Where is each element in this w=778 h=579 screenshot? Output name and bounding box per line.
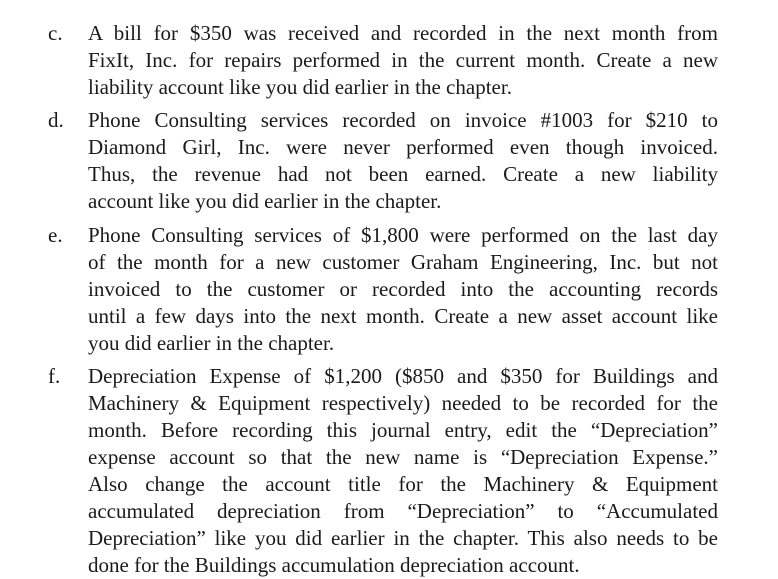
item-letter: f.: [48, 364, 61, 388]
text-line: Diamond Girl, Inc. were never performed even though invoiced.: [88, 135, 718, 159]
text-line: you did earlier in the chapter.: [88, 331, 335, 355]
text-line: account like you did earlier in the chapter.: [88, 189, 442, 213]
text-line: Phone Consulting services of $1,800 were performed on the last day: [88, 223, 718, 247]
text-line: month. Before recording this journal entry, edit the “Depreciation”: [88, 418, 718, 442]
text-line: liability account like you did earlier in the chapter.: [88, 75, 512, 99]
item-letter: c.: [48, 21, 63, 45]
text-line: A bill for $350 was received and recorded in the next month from: [88, 21, 718, 45]
item-text: [88, 363, 718, 579]
text-line: until a few days into the next month. Create a new asset account like: [88, 304, 718, 328]
text-line: invoiced to the customer or recorded into the accounting records: [88, 277, 718, 301]
item-letter: d.: [48, 108, 64, 132]
item-letter: e.: [48, 223, 63, 247]
text-line: Depreciation Expense of $1,200 ($850 and $350 for Buildings and: [88, 364, 718, 388]
text-line: Depreciation” like you did earlier in the chapter. This also needs to be: [88, 526, 718, 550]
item-text: [88, 107, 718, 215]
text-line: Also change the account title for the Machinery & Equipment: [88, 472, 718, 496]
text-line: Phone Consulting services recorded on invoice #1003 for $210 to: [88, 108, 718, 132]
text-line: of the month for a new customer Graham Engineering, Inc. but not: [88, 250, 718, 274]
text-line: Thus, the revenue had not been earned. Create a new liability: [88, 162, 718, 186]
text-line: done for the Buildings accumulation depreciation account.: [88, 553, 580, 577]
item-text: [88, 20, 718, 101]
text-line: expense account so that the new name is “Depreciation Expense.”: [88, 445, 718, 469]
text-line: Machinery & Equipment respectively) needed to be recorded for the: [88, 391, 718, 415]
text-line: accumulated depreciation from “Depreciation” to “Accumulated: [88, 499, 718, 523]
item-text: [88, 222, 718, 357]
text-line: FixIt, Inc. for repairs performed in the current month. Create a new: [88, 48, 718, 72]
